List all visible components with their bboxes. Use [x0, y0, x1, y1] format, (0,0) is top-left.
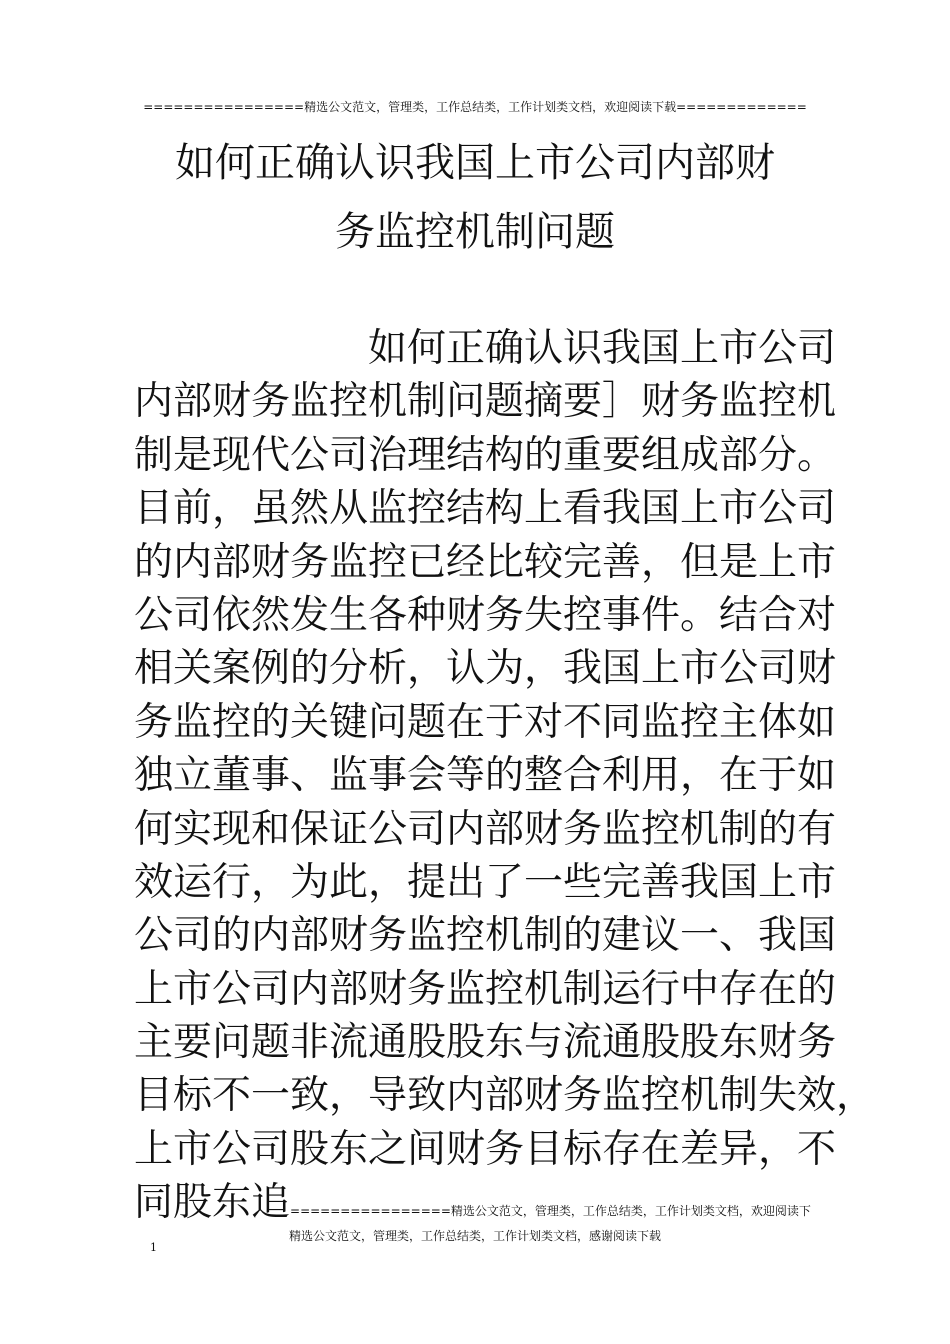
body-line: 目标不一致，导致内部财务监控机制失效， — [134, 1073, 876, 1119]
page-number: 1 — [150, 1241, 157, 1254]
body-line: 上市公司股东之间财务目标存在差异，不 — [134, 1126, 837, 1172]
body-line: 相关案例的分析，认为，我国上市公司财 — [134, 646, 837, 692]
body-line: 独立董事、监事会等的整合利用，在于如 — [134, 753, 837, 799]
body-line: 如何正确认识我国上市公司 — [368, 326, 837, 371]
document-title-line-2: 务监控机制问题 — [335, 209, 615, 255]
body-line-last — [134, 1176, 834, 1229]
body-line: 制是现代公司治理结构的重要组成部分。 — [134, 432, 837, 478]
body-line: 的内部财务监控已经比较完善，但是上市 — [134, 539, 837, 585]
inline-banner: ================精选公文范文，管理类，工作总结类，工作计划类文档，欢迎阅读下 — [290, 1204, 811, 1219]
body-line: 主要问题非流通股股东与流通股股东财务 — [134, 1020, 837, 1066]
body-line: 目前，虽然从监控结构上看我国上市公司 — [134, 486, 837, 532]
body-line: 何实现和保证公司内部财务监控机制的有 — [134, 806, 837, 852]
body-line: 务监控的关键问题在于对不同监控主体如 — [134, 699, 837, 745]
document-title-line-1: 如何正确认识我国上市公司内部财 — [175, 140, 775, 186]
footer-text: 精选公文范文，管理类，工作总结类，工作计划类文档，感谢阅读下载 — [288, 1229, 661, 1243]
body-line: 公司依然发生各种财务失控事件。结合对 — [134, 592, 837, 638]
body-line-last-text: 同股东追 — [134, 1180, 291, 1226]
body-line: 公司的内部财务监控机制的建议一、我国 — [134, 913, 837, 959]
document-body — [134, 322, 876, 1230]
body-line: 上市公司内部财务监控机制运行中存在的 — [134, 966, 837, 1012]
body-line: 内部财务监控机制问题摘要］财务监控机 — [134, 379, 837, 425]
header-banner: ================精选公文范文，管理类，工作总结类，工作计划类文档，欢迎阅读下载============= — [143, 100, 807, 114]
body-line: 效运行，为此，提出了一些完善我国上市 — [134, 859, 837, 905]
